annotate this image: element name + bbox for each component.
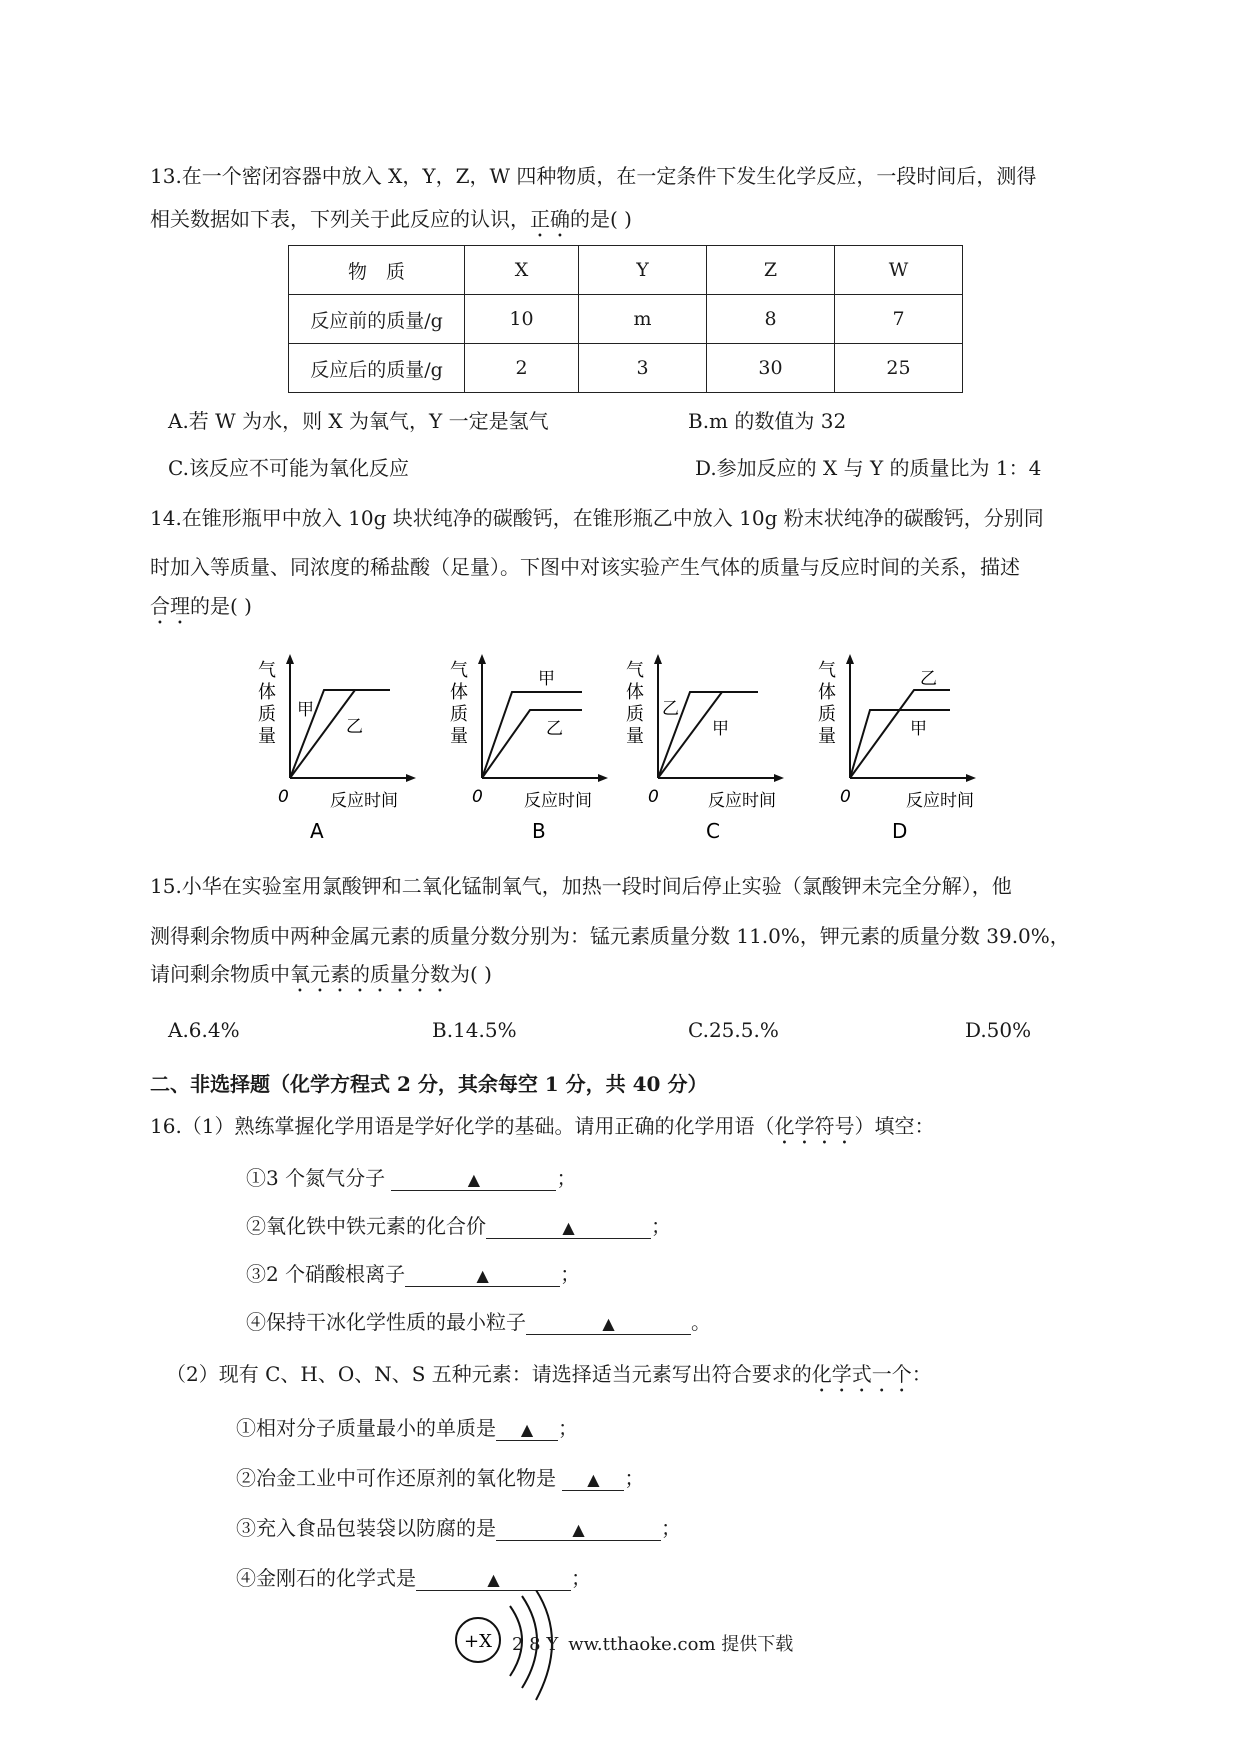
- table-cell: 7: [835, 295, 963, 344]
- table-cell: Y: [579, 246, 707, 295]
- graph-label-upper: 甲: [538, 669, 555, 689]
- q14-stem-line3: 合理的是( ): [150, 594, 252, 618]
- q13-option-d: D.参加反应的 X 与 Y 的质量比为 1：4: [695, 456, 1042, 480]
- graph-ylabel-2: 体: [450, 682, 468, 703]
- q13-option-b: B.m 的数值为 32: [688, 409, 847, 433]
- graph-ylabel-4: 量: [818, 726, 836, 747]
- answer-blank[interactable]: ▲: [496, 1416, 558, 1441]
- graph-label-lower: 甲: [910, 719, 927, 739]
- q16-item1-2: ②氧化铁中铁元素的化合价 ▲ ；: [246, 1214, 671, 1238]
- graph-ylabel-2: 体: [626, 682, 644, 703]
- table-cell: 反应后的质量/g: [289, 344, 465, 393]
- table-cell: 反应前的质量/g: [289, 295, 465, 344]
- table-cell: Z: [707, 246, 835, 295]
- graph-origin: 0: [472, 787, 483, 807]
- graph-ylabel-3: 质: [626, 704, 644, 725]
- graph-letter: D: [892, 819, 908, 843]
- table-cell: 3: [579, 344, 707, 393]
- graph-ylabel-3: 质: [258, 704, 276, 725]
- graph-origin: 0: [648, 787, 659, 807]
- q16-part1-stem: 16.（1）熟练掌握化学用语是学好化学的基础。请用正确的化学用语（化学符号）填空：: [150, 1114, 935, 1138]
- q15-option-d: D.50%: [965, 1018, 1032, 1042]
- table-cell: X: [465, 246, 579, 295]
- table-cell: m: [579, 295, 707, 344]
- q16-item2-2: ②冶金工业中可作还原剂的氧化物是 ▲ ；: [236, 1466, 645, 1490]
- table-cell: 25: [835, 344, 963, 393]
- graph-a: [250, 648, 450, 853]
- q15-stem-line3: 请问剩余物质中氧元素的质量分数为( ): [150, 962, 492, 986]
- graph-c: [618, 648, 818, 853]
- q16-item2-4: ④金刚石的化学式是 ▲ ；: [236, 1566, 591, 1590]
- table-cell: 8: [707, 295, 835, 344]
- table-row: [289, 295, 963, 344]
- q13-option-a: A.若 W 为水，则 X 为氧气，Y 一定是氢气: [168, 409, 549, 433]
- graph-ylabel-3: 质: [818, 704, 836, 725]
- graph-d: [810, 648, 1010, 853]
- graph-xlabel: 反应时间: [330, 791, 398, 811]
- q14-stem-line2: 时加入等质量、同浓度的稀盐酸（足量）。下图中对该实验产生气体的质量与反应时间的关系，描述: [150, 555, 1020, 579]
- table-cell: 2: [465, 344, 579, 393]
- graph-label-upper: 乙: [920, 669, 937, 689]
- graph-ylabel-2: 体: [258, 682, 276, 703]
- graph-label-lower: 乙: [346, 717, 363, 737]
- graph-letter: B: [532, 819, 546, 843]
- graph-b: [442, 648, 642, 853]
- graph-xlabel: 反应时间: [524, 791, 592, 811]
- graph-ylabel-1: 气: [450, 660, 468, 681]
- q16-item1-3: ③2 个硝酸根离子 ▲ ；: [246, 1262, 581, 1286]
- answer-blank[interactable]: ▲: [526, 1310, 691, 1335]
- graph-letter: C: [706, 819, 720, 843]
- graph-ylabel-3: 质: [450, 704, 468, 725]
- graph-xlabel: 反应时间: [708, 791, 776, 811]
- answer-blank[interactable]: ▲: [486, 1214, 651, 1239]
- q14-stem-line1: 14.在锥形瓶甲中放入 10g 块状纯净的碳酸钙，在锥形瓶乙中放入 10g 粉末状纯净的碳酸钙，分别同: [150, 506, 1044, 530]
- answer-blank[interactable]: ▲: [562, 1466, 624, 1491]
- graph-xlabel: 反应时间: [906, 791, 974, 811]
- table-row: [289, 344, 963, 393]
- graph-label-upper: 甲: [297, 700, 314, 720]
- graph-ylabel-1: 气: [818, 660, 836, 681]
- graph-ylabel-2: 体: [818, 682, 836, 703]
- q16-item1-4: ④保持干冰化学性质的最小粒子 ▲ 。: [246, 1310, 711, 1334]
- table-cell: 10: [465, 295, 579, 344]
- q16-item2-1: ①相对分子质量最小的单质是 ▲ ；: [236, 1416, 578, 1440]
- graph-label-upper: 乙: [662, 699, 679, 719]
- logo-text: +X: [464, 1631, 492, 1652]
- answer-blank[interactable]: ▲: [405, 1262, 560, 1287]
- section-title: 二、非选择题（化学方程式 2 分，其余每空 1 分，共 40 分）: [150, 1072, 708, 1096]
- graph-ylabel-1: 气: [626, 660, 644, 681]
- graph-label-lower: 乙: [546, 719, 563, 739]
- table-cell: 30: [707, 344, 835, 393]
- table-row: [289, 246, 963, 295]
- q16-part2-stem: （2）现有 C、H、O、N、S 五种元素：请选择适当元素写出符合要求的化学式一个：: [166, 1362, 932, 1386]
- graph-ylabel-4: 量: [626, 726, 644, 747]
- table-cell: W: [835, 246, 963, 295]
- graph-ylabel-4: 量: [258, 726, 276, 747]
- q15-stem-line1: 15.小华在实验室用氯酸钾和二氧化锰制氧气，加热一段时间后停止实验（氯酸钾未完全分解），他: [150, 874, 1012, 898]
- q16-item2-3: ③充入食品包装袋以防腐的是 ▲ ；: [236, 1516, 681, 1540]
- answer-blank[interactable]: ▲: [496, 1516, 661, 1541]
- q15-option-a: A.6.4%: [168, 1018, 240, 1042]
- q13-stem-line2: 相关数据如下表，下列关于此反应的认识，正确的是( ): [150, 207, 632, 231]
- q13-stem-line1: 13.在一个密闭容器中放入 X，Y，Z，W 四种物质，在一定条件下发生化学反应，一段时间后，测得: [150, 164, 1037, 188]
- footer-text: 2 8 Y ww.tthaoke.com 提供下载: [512, 1634, 794, 1655]
- table-cell: 物 质: [289, 246, 465, 295]
- q13-option-c: C.该反应不可能为氧化反应: [168, 456, 409, 480]
- answer-blank[interactable]: ▲: [416, 1566, 571, 1591]
- q16-item1-1: ①3 个氮气分子 ▲ ；: [246, 1166, 577, 1190]
- q13-data-table: [288, 245, 963, 393]
- graph-origin: 0: [840, 787, 851, 807]
- answer-blank[interactable]: ▲: [391, 1166, 556, 1191]
- graph-ylabel-4: 量: [450, 726, 468, 747]
- q15-option-b: B.14.5%: [432, 1018, 517, 1042]
- q15-option-c: C.25.5.%: [688, 1018, 779, 1042]
- q15-stem-line2: 测得剩余物质中两种金属元素的质量分数分别为：锰元素质量分数 11.0%，钾元素的质量分数 39.0%，: [150, 924, 1070, 948]
- graph-letter: A: [310, 819, 324, 843]
- graph-ylabel-1: 气: [258, 660, 276, 681]
- graph-label-lower: 甲: [712, 719, 729, 739]
- graph-origin: 0: [278, 787, 289, 807]
